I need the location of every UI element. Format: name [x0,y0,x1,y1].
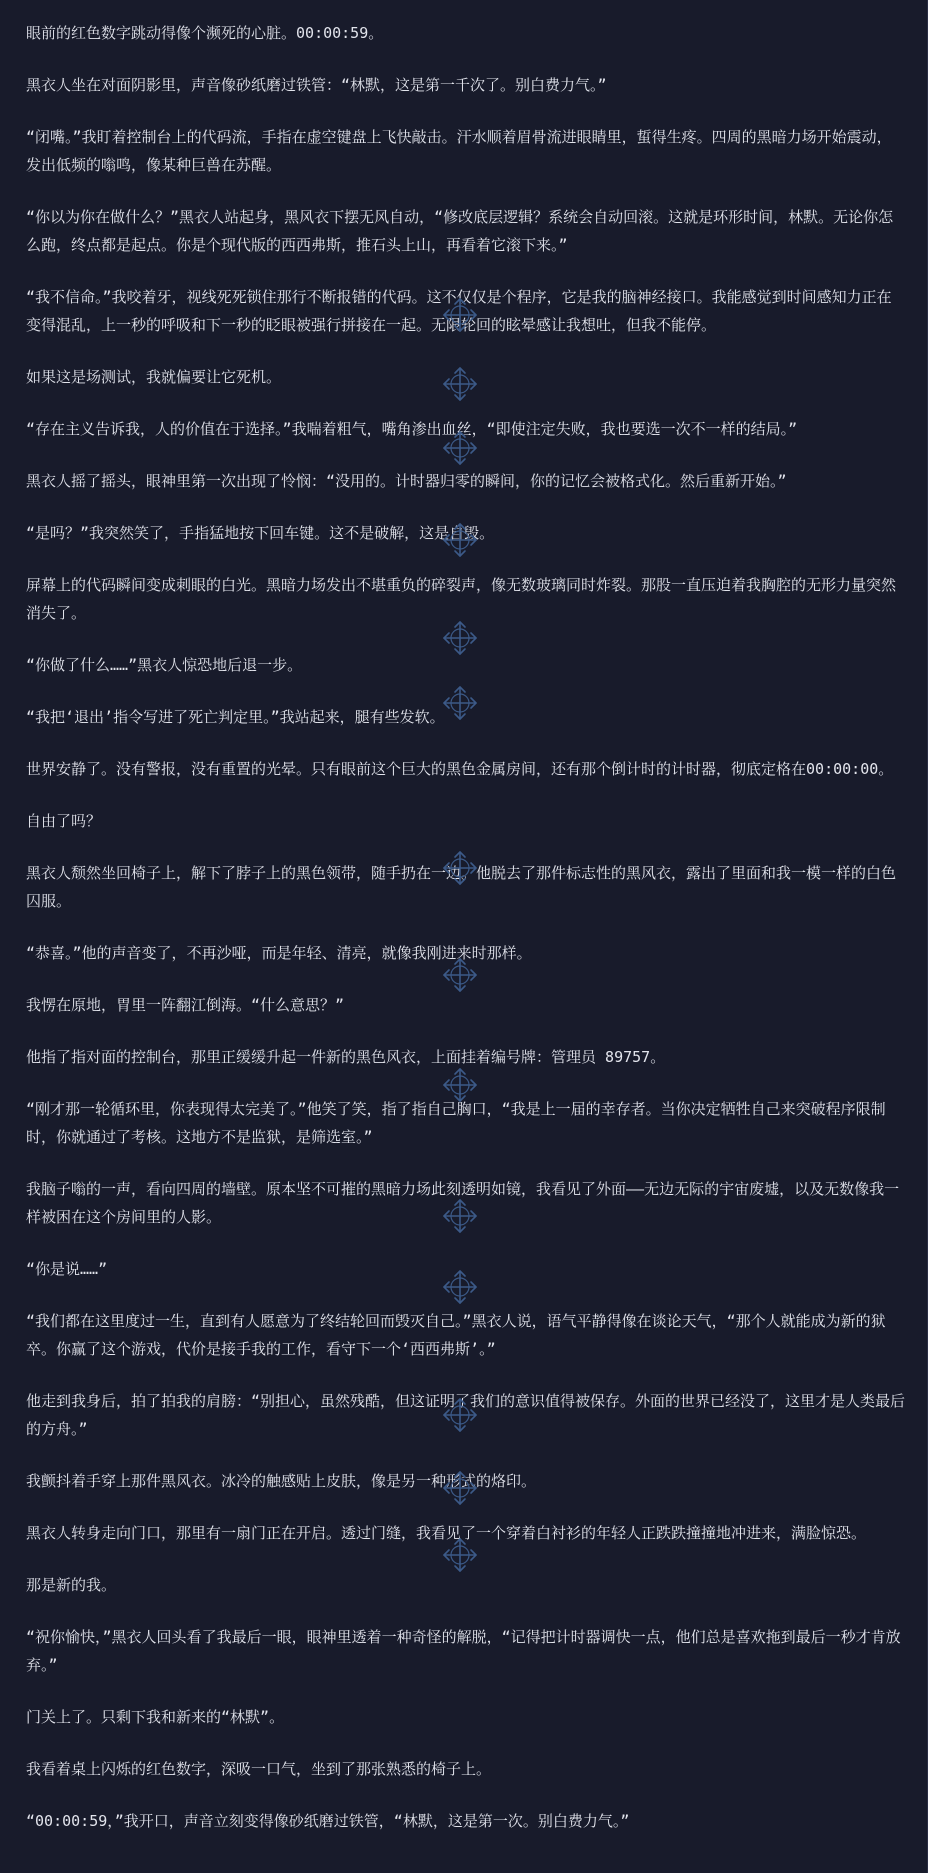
paragraph: 黑衣人摇了摇头，眼神里第一次出现了怜悯：“没用的。计时器归零的瞬间，你的记忆会被格式化。然后重新开始。” [26,472,787,490]
paragraph: 门关上了。只剩下我和新来的“林默”。 [26,1708,285,1726]
paragraph: “存在主义告诉我，人的价值在于选择。”我喘着粗气，嘴角渗出血丝，“即使注定失败，我也要选一次不一样的结局。” [26,420,798,438]
move-arrows-icon[interactable] [440,1267,480,1307]
paragraph: “刚才那一轮循环里，你表现得太完美了。”他笑了笑，指了指自己胸口，“我是上一届的幸存者。当你决定牺牲自己来突破程序限制时，你就通过了考核。这地方不是监狱，是筛选室。” [26,1100,886,1146]
move-arrows-icon[interactable] [440,618,480,658]
paragraph: 我颤抖着手穿上那件黑风衣。冰冷的触感贴上皮肤，像是另一种形式的烙印。 [26,1472,537,1490]
paragraph: “闭嘴。”我盯着控制台上的代码流，手指在虚空键盘上飞快敲击。汗水顺着眉骨流进眼睛里，蜇得生疼。四周的黑暗力场开始震动，发出低频的嗡鸣，像某种巨兽在苏醒。 [26,128,892,174]
paragraph: 屏幕上的代码瞬间变成刺眼的白光。黑暗力场发出不堪重负的碎裂声，像无数玻璃同时炸裂。那股一直压迫着我胸腔的无形力量突然消失了。 [26,576,897,622]
move-arrows-icon[interactable] [440,1196,480,1236]
move-arrows-icon[interactable] [440,364,480,404]
move-arrows-icon[interactable] [440,1535,480,1575]
paragraph: 如果这是场测试，我就偏要让它死机。 [26,368,282,386]
move-arrows-icon[interactable] [440,683,480,723]
paragraph: “我们都在这里度过一生，直到有人愿意为了终结轮回而毁灭自己。”黑衣人说，语气平静得像在谈论天气，“那个人就能成为新的狱卒。你赢了这个游戏，代价是接手我的工作，看守下一个‘西西弗斯’。” [26,1312,886,1358]
paragraph: 他指了指对面的控制台，那里正缓缓升起一件新的黑色风衣，上面挂着编号牌：管理员 89757。 [26,1048,666,1066]
move-arrows-icon[interactable] [440,1395,480,1435]
paragraph: 眼前的红色数字跳动得像个濒死的心脏。00:00:59。 [26,24,384,42]
paragraph: “你以为你在做什么？”黑衣人站起身，黑风衣下摆无风自动，“修改底层逻辑？系统会自动回滚。这就是环形时间，林默。无论你怎么跑，终点都是起点。你是个现代版的西西弗斯，推石头上山，再看着它滚下来。” [26,208,894,254]
paragraph: “是吗？”我突然笑了，手指猛地按下回车键。这不是破解，这是自毁。 [26,524,495,542]
paragraph: “你做了什么……”黑衣人惊恐地后退一步。 [26,656,303,674]
move-arrows-icon[interactable] [440,520,480,560]
paragraph: “恭喜。”他的声音变了，不再沙哑，而是年轻、清亮，就像我刚进来时那样。 [26,944,532,962]
move-arrows-icon[interactable] [440,295,480,335]
paragraph: 自由了吗？ [26,812,102,830]
paragraph: 黑衣人转身走向门口，那里有一扇门正在开启。透过门缝，我看见了一个穿着白衬衫的年轻人正跌跌撞撞地冲进来，满脸惊恐。 [26,1524,867,1542]
paragraph: 黑衣人颓然坐回椅子上，解下了脖子上的黑色领带，随手扔在一边。他脱去了那件标志性的黑风衣，露出了里面和我一模一样的白色囚服。 [26,864,897,910]
paragraph: 世界安静了。没有警报，没有重置的光晕。只有眼前这个巨大的黑色金属房间，还有那个倒计时的计时器，彻底定格在00:00:00。 [26,760,894,778]
paragraph: 我愣在原地，胃里一阵翻江倒海。“什么意思？” [26,996,345,1014]
paragraph: 他走到我身后，拍了拍我的肩膀：“别担心，虽然残酷，但这证明了我们的意识值得被保存。外面的世界已经没了，这里才是人类最后的方舟。” [26,1392,906,1438]
paragraph: “祝你愉快，”黑衣人回头看了我最后一眼，眼神里透着一种奇怪的解脱，“记得把计时器调快一点，他们总是喜欢拖到最后一秒才肯放弃。” [26,1628,901,1674]
move-arrows-icon[interactable] [440,1468,480,1508]
paragraph: “我不信命。”我咬着牙，视线死死锁住那行不断报错的代码。这不仅仅是个程序，它是我的脑神经接口。我能感觉到时间感知力正在变得混乱，上一秒的呼吸和下一秒的眨眼被强行拼接在一起。无限轮回的眩晕感让我想吐，但我不能停。 [26,288,892,334]
paragraph: “你是说……” [26,1260,108,1278]
move-arrows-icon[interactable] [440,955,480,995]
paragraph: 那是新的我。 [26,1576,117,1594]
paragraph: “00:00:59，”我开口，声音立刻变得像砂纸磨过铁管，“林默，这是第一次。别白费力气。” [26,1812,630,1830]
paragraph: 黑衣人坐在对面阴影里，声音像砂纸磨过铁管：“林默，这是第一千次了。别白费力气。” [26,76,607,94]
move-arrows-icon[interactable] [440,1065,480,1105]
paragraph: “我把‘退出’指令写进了死亡判定里。”我站起来，腿有些发软。 [26,708,445,726]
paragraph: 我看着桌上闪烁的红色数字，深吸一口气，坐到了那张熟悉的椅子上。 [26,1760,492,1778]
move-arrows-icon[interactable] [440,848,480,888]
paragraph: 我脑子嗡的一声，看向四周的墙壁。原本坚不可摧的黑暗力场此刻透明如镜，我看见了外面——无边无际的宇宙废墟，以及无数像我一样被困在这个房间里的人影。 [26,1180,900,1226]
move-arrows-icon[interactable] [440,428,480,468]
